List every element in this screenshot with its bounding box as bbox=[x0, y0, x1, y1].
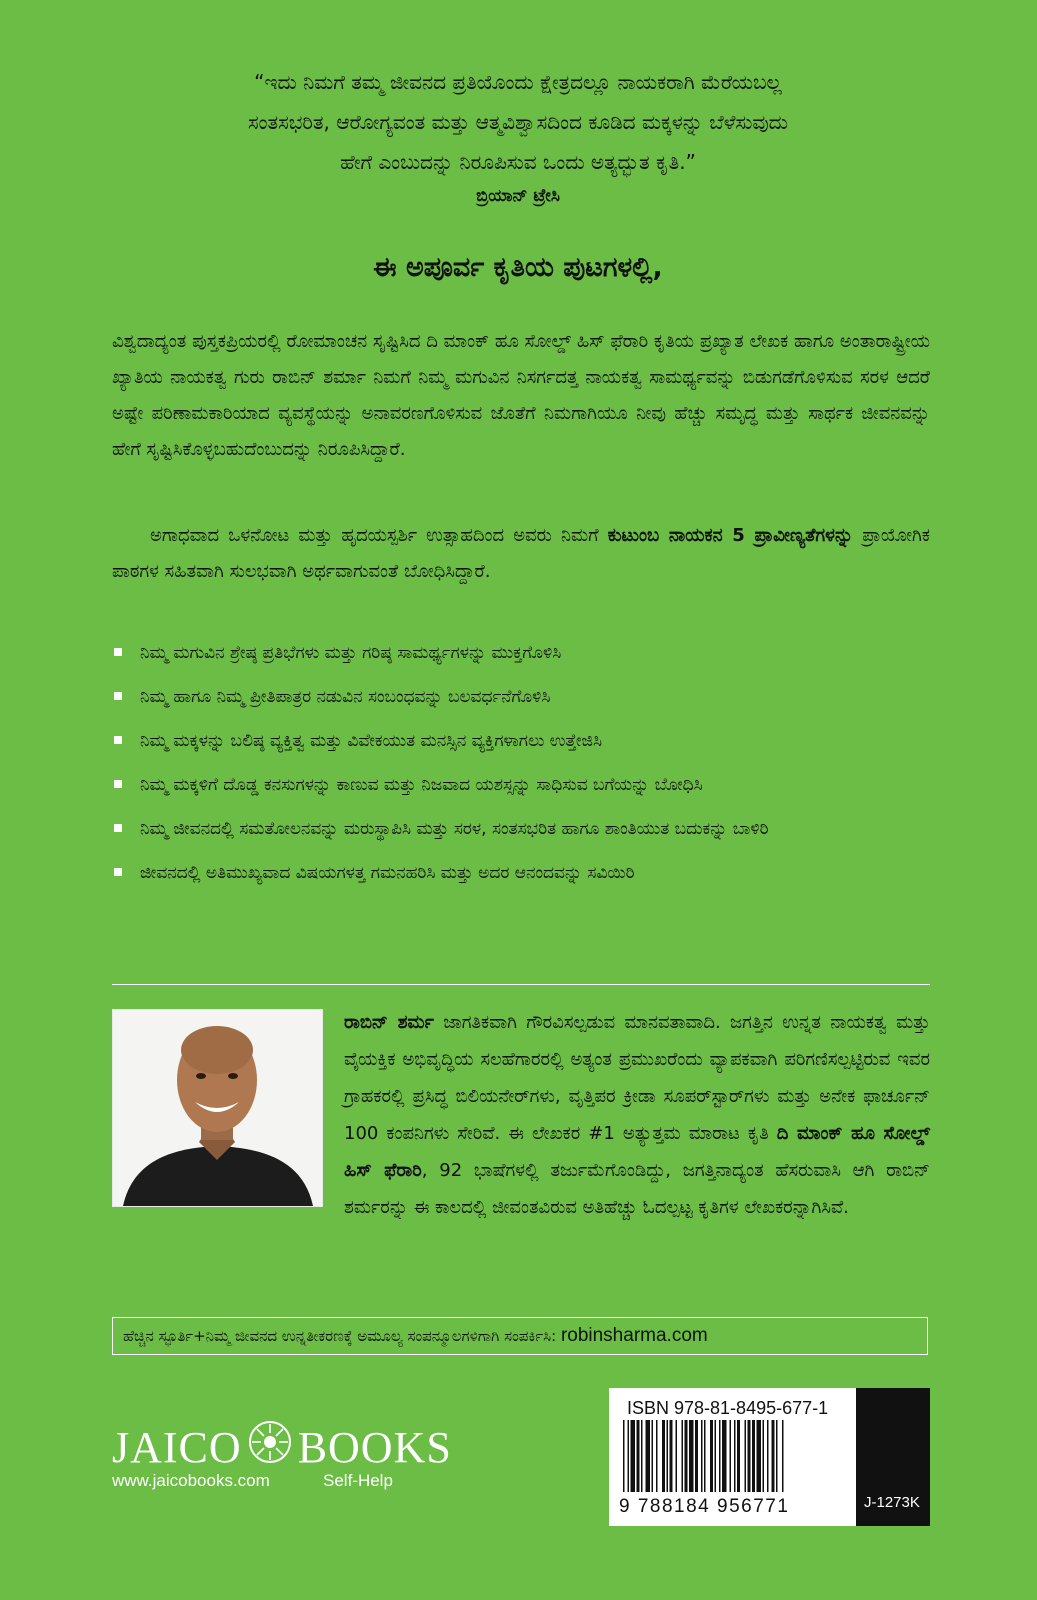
intro-paragraph: ವಿಶ್ವದಾದ್ಯಂತ ಪುಸ್ತಕಪ್ರಿಯರಲ್ಲಿ ರೋಮಾಂಚನ ಸೃಷ್ಟಿಸಿದ ದಿ ಮಾಂಕ್ ಹೂ ಸೋಲ್ಡ್ ಹಿಸ್ ಫೆರಾರಿ ಕೃತಿಯ ಪ್ರಖ್ಯಾತ ಲೇಖಕ ಹಾಗೂ ಅಂತಾರಾಷ್ಟ್ರೀಯ ಖ್ಯಾತಿಯ ನಾಯಕತ್ವ ಗುರು ರಾಬಿನ್ ಶರ್ಮಾ ನಿಮಗೆ ನಿಮ್ಮ ಮಗುವಿನ ನಿಸರ್ಗದತ್ತ ನಾಯಕತ್ವ ಸಾಮರ್ಥ್ಯವನ್ನು ಬಿಡುಗಡೆಗೊಳಿಸುವ ಸರಳ ಆದರೆ ಅಷ್ಟೇ ಪರಿಣಾಮಕಾರಿಯಾದ ವ್ಯವಸ್ಥೆಯನ್ನು ಅನಾವರಣಗೊಳಿಸುವ ಜೊತೆಗೆ ನಿಮಗಾಗಿಯೂ ನೀವು ಹೆಚ್ಚು ಸಮೃದ್ಧ ಮತ್ತು ಸಾರ್ಥಕ ಜೀವನವನ್ನು ಹೇಗೆ ಸೃಷ್ಟಿಸಿಕೊಳ್ಳಬಹುದೆಂಬುದನ್ನು ನಿರೂಪಿಸಿದ್ದಾರೆ. bbox=[112, 331, 930, 460]
publisher-logo bbox=[112, 1420, 452, 1475]
barcode-block bbox=[609, 1388, 930, 1526]
list-item bbox=[112, 636, 930, 670]
website-link[interactable]: robinsharma.com bbox=[560, 1325, 708, 1346]
list-item-text: ನಿಮ್ಮ ಮಗುವಿನ ಶ್ರೇಷ್ಠ ಪ್ರತಿಭೆಗಳು ಮತ್ತು ಗರಿಷ್ಠ ಸಾಮರ್ಥ್ಯಗಳನ್ನು ಮುಕ್ತಗೊಳಿಸಿ bbox=[140, 643, 562, 663]
list-item bbox=[112, 812, 930, 846]
divider bbox=[112, 984, 930, 985]
publisher-name-left: JAICO bbox=[112, 1423, 242, 1472]
list-item-text: ನಿಮ್ಮ ಹಾಗೂ ನಿಮ್ಮ ಪ್ರೀತಿಪಾತ್ರರ ನಡುವಿನ ಸಂಬಂಧವನ್ನು ಬಲವರ್ಧನೆಗೊಳಿಸಿ bbox=[140, 687, 551, 707]
second-paragraph bbox=[112, 518, 930, 590]
para-emphasis: ಕುಟುಂಬ ನಾಯಕನ 5 ಪ್ರಾವೀಣ್ಯತೆಗಳನ್ನು bbox=[607, 525, 854, 546]
publisher-name-right: BOOKS bbox=[297, 1423, 452, 1472]
bullet-square-icon bbox=[114, 868, 122, 876]
quote-line: ಸಂತಸಭರಿತ, ಆರೋಗ್ಯವಂತ ಮತ್ತು ಆತ್ಮವಿಶ್ವಾಸದಿಂದ ಕೂಡಿದ ಮಕ್ಕಳನ್ನು ಬೆಳೆಸುವುದು bbox=[248, 110, 788, 134]
barcode-panel bbox=[609, 1388, 856, 1526]
barcode-icon bbox=[619, 1420, 845, 1494]
bullet-square-icon bbox=[114, 736, 122, 744]
quote bbox=[112, 62, 924, 182]
section-heading: ಈ ಅಪೂರ್ವ ಕೃತಿಯ ಪುಟಗಳಲ್ಲಿ, bbox=[373, 252, 663, 283]
bullet-square-icon bbox=[114, 824, 122, 832]
list-item bbox=[112, 724, 930, 758]
book-title: ದಿ ಮಾಂಕ್ ಹೂ ಸೋಲ್ಡ್ ಹಿಸ್ ಫೆರಾರಿ bbox=[344, 1123, 930, 1181]
list-item-text: ನಿಮ್ಮ ಮಕ್ಕಳಿಗೆ ದೊಡ್ಡ ಕನಸುಗಳನ್ನು ಕಾಣುವ ಮತ್ತು ನಿಜವಾದ ಯಶಸ್ಸನ್ನು ಸಾಧಿಸುವ ಬಗೆಯನ್ನು ಬೋಧಿಸಿ bbox=[140, 775, 703, 795]
list-item bbox=[112, 856, 930, 890]
genre-label: Self-Help bbox=[323, 1471, 393, 1490]
quote-line: “ಇದು ನಿಮಗೆ ತಮ್ಮ ಜೀವನದ ಪ್ರತಿಯೊಂದು ಕ್ಷೇತ್ರದಲ್ಲೂ ನಾಯಕರಾಗಿ ಮೆರೆಯಬಲ್ಲ bbox=[254, 70, 782, 94]
bio-text: ಜಾಗತಿಕವಾಗಿ ಗೌರವಿಸಲ್ಪಡುವ ಮಾನವತಾವಾದಿ. ಜಗತ್ತಿನ ಉನ್ನತ ನಾಯಕತ್ವ ಮತ್ತು ವೈಯಕ್ತಿಕ ಅಭಿವೃದ್ಧಿಯ ಸಲಹೆಗಾರರಲ್ಲಿ ಅತ್ಯಂತ ಪ್ರಮುಖರೆಂದು ವ್ಯಾಪಕವಾಗಿ ಪರಿಗಣಿಸಲ್ಪಟ್ಟಿರುವ ಇವರ ಗ್ರಾಹಕರಲ್ಲಿ ಪ್ರಸಿದ್ಧ ಬಿಲಿಯನೇರ್‌ಗಳು, ವೃತ್ತಿಪರ ಕ್ರೀಡಾ ಸೂಪರ್‌ಸ್ಟಾರ್‌ಗಳು ಮತ್ತು ಅನೇಕ ಫಾರ್ಚೂನ್ 100 ಕಂಪನಿಗಳು ಸೇರಿವೆ. ಈ ಲೇಖಕರ #1 ಅತ್ಯುತ್ತಮ ಮಾರಾಟ ಕೃತಿ bbox=[344, 1012, 930, 1144]
publisher-website[interactable]: www.jaicobooks.com bbox=[112, 1471, 270, 1490]
bullet-square-icon bbox=[114, 692, 122, 700]
quote-author: ಬ್ರಿಯಾನ್ ಟ್ರೇಸಿ bbox=[476, 186, 560, 206]
list-item bbox=[112, 768, 930, 802]
para-text: ಪ್ರಾಯೋಗಿಕ ಪಾಠಗಳ ಸಹಿತವಾಗಿ ಸುಲಭವಾಗಿ ಅರ್ಥವಾಗುವಂತೆ ಬೋಧಿಸಿದ್ದಾರೆ. bbox=[112, 525, 930, 582]
contact-text: ಹೆಚ್ಚಿನ ಸ್ಫೂರ್ತಿ+ನಿಮ್ಮ ಜೀವನದ ಉನ್ನತೀಕರಣಕ್ಕೆ ಅಮೂಲ್ಯ ಸಂಪನ್ಮೂಲಗಳಿಗಾಗಿ ಸಂಪರ್ಕಿಸಿ: bbox=[123, 1327, 561, 1345]
list-item-text: ನಿಮ್ಮ ಮಕ್ಕಳನ್ನು ಬಲಿಷ್ಠ ವ್ಯಕ್ತಿತ್ವ ಮತ್ತು ವಿವೇಕಯುತ ಮನಸ್ಸಿನ ವ್ಯಕ್ತಿಗಳಾಗಲು ಉತ್ತೇಜಿಸಿ bbox=[140, 731, 603, 751]
contact-box bbox=[112, 1317, 928, 1355]
bullet-square-icon bbox=[114, 780, 122, 788]
isbn-text: ISBN 978-81-8495-677-1 bbox=[627, 1398, 829, 1418]
list-item-text: ನಿಮ್ಮ ಜೀವನದಲ್ಲಿ ಸಮತೋಲನವನ್ನು ಮರುಸ್ಥಾಪಿಸಿ ಮತ್ತು ಸರಳ, ಸಂತಸಭರಿತ ಹಾಗೂ ಶಾಂತಿಯುತ ಬದುಕನ್ನು ಬಾಳಿರಿ bbox=[140, 819, 769, 839]
list-item bbox=[112, 680, 930, 714]
bio-text: , 92 ಭಾಷೆಗಳಲ್ಲಿ ತರ್ಜುಮೆಗೊಂಡಿದ್ದು, ಜಗತ್ತಿನಾದ್ಯಂತ ಹೆಸರುವಾಸಿ ಆಗಿ ರಾಬಿನ್ ಶರ್ಮರನ್ನು ಈ ಕಾಲದಲ್ಲಿ ಜೀವಂತವಿರುವ ಅತಿಹೆಚ್ಚು ಓದಲ್ಪಟ್ಟ ಕೃತಿಗಳ ಲೇಖಕರನ್ನಾಗಿಸಿವೆ. bbox=[344, 1160, 930, 1218]
list-item-text: ಜೀವನದಲ್ಲಿ ಅತಿಮುಖ್ಯವಾದ ವಿಷಯಗಳತ್ತ ಗಮನಹರಿಸಿ ಮತ್ತು ಅದರ ಆನಂದವನ್ನು ಸವಿಯಿರಿ bbox=[140, 863, 635, 883]
author-name: ರಾಬಿನ್ ಶರ್ಮ bbox=[344, 1012, 434, 1033]
bullet-square-icon bbox=[114, 648, 122, 656]
barcode-digits: 9 788184 956771 bbox=[619, 1496, 790, 1517]
para-text: ಅಗಾಧವಾದ ಒಳನೋಟ ಮತ್ತು ಹೃದಯಸ್ಪರ್ಶಿ ಉತ್ಸಾಹದಿಂದ ಅವರು ನಿಮಗೆ bbox=[150, 525, 608, 546]
author-bio bbox=[112, 1004, 930, 1226]
price-code: J-1273K bbox=[864, 1494, 920, 1511]
sun-emblem-icon bbox=[248, 1420, 292, 1475]
quote-line: ಹೇಗೆ ಎಂಬುದನ್ನು ನಿರೂಪಿಸುವ ಒಂದು ಅತ್ಯದ್ಭುತ ಕೃತಿ.” bbox=[340, 150, 696, 174]
benefit-list bbox=[112, 636, 930, 900]
